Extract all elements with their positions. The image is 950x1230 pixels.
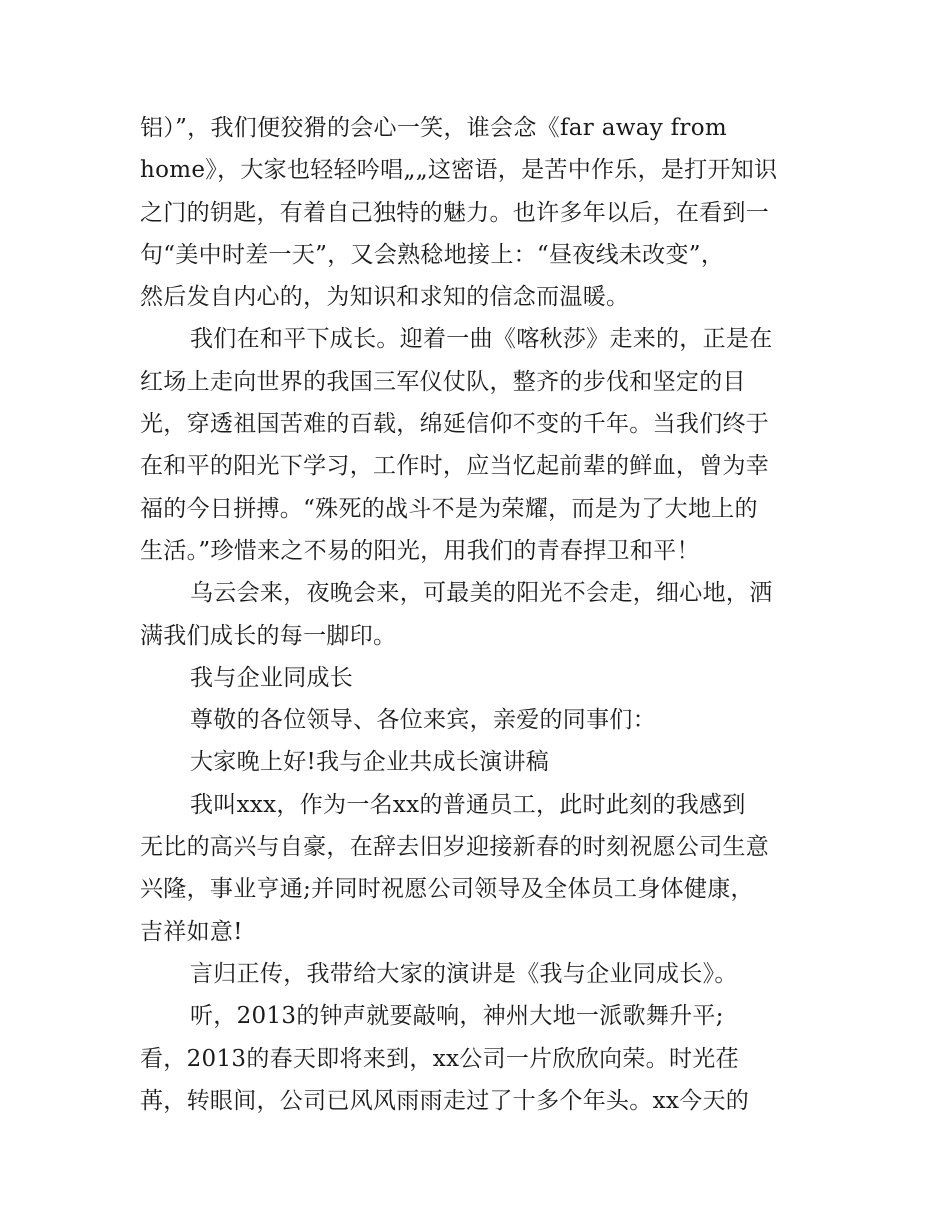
section-heading: 我与企业同成长: [190, 664, 354, 691]
text-line: home》，大家也轻轻吟唱„„这密语，是苦中作乐，是打开知识: [140, 157, 778, 184]
text-line: 吉祥如意!: [140, 918, 243, 945]
paragraph-start-line: 听，2013的钟声就要敲响，神州大地一派歌舞升平;: [190, 1003, 724, 1030]
text-line: 在和平的阳光下学习，工作时，应当忆起前辈的鲜血，曾为幸: [140, 453, 770, 480]
text-line: 红场上走向世界的我国三军仪仗队，整齐的步伐和坚定的目: [140, 368, 746, 395]
salutation-line: 尊敬的各位领导、各位来宾，亲爱的同事们：: [190, 707, 656, 734]
document-body: [140, 107, 820, 1122]
text-line: 苒，转眼间，公司已风风雨雨走过了十多个年头。xx今天的: [140, 1087, 750, 1114]
text-line: 福的今日拼搏。“殊死的战斗不是为荣耀，而是为了大地上的: [140, 495, 758, 522]
text-line: 光，穿透祖国苦难的百载，绵延信仰不变的千年。当我们终于: [140, 411, 770, 438]
paragraph-start-line: 言归正传，我带给大家的演讲是《我与企业同成长》。: [190, 960, 738, 987]
paragraph-start-line: 我叫xxx，作为一名xx的普通员工，此时此刻的我感到: [190, 791, 746, 818]
text-line: 生活。”珍惜来之不易的阳光，用我们的青春捍卫和平！: [140, 537, 700, 564]
text-line: 铝）”，我们便狡猾的会心一笑，谁会念《far away from: [140, 115, 727, 141]
text-line: 看，2013的春天即将来到，xx公司一片欣欣向荣。时光荏: [140, 1045, 739, 1072]
text-line: 然后发自内心的，为知识和求知的信念而温暖。: [140, 284, 630, 311]
paragraph-start-line: 我们在和平下成长。迎着一曲《喀秋莎》走来的，正是在: [190, 326, 773, 353]
paragraph-start-line: 乌云会来，夜晚会来，可最美的阳光不会走，细心地，洒: [190, 580, 773, 607]
text-line: 句“美中时差一天”，又会熟稔地接上：“昼夜线未改变”，: [140, 241, 725, 268]
text-line: 之门的钥匙，有着自己独特的魅力。也许多年以后，在看到一: [140, 199, 770, 226]
text-line: 兴隆，事业亨通;并同时祝愿公司领导及全体员工身体健康，: [140, 876, 754, 903]
text-line: 无比的高兴与自豪，在辞去旧岁迎接新春的时刻祝愿公司生意: [140, 834, 770, 861]
text-line: 满我们成长的每一脚印。: [140, 622, 397, 649]
greeting-line: 大家晚上好!我与企业共成长演讲稿: [190, 749, 550, 776]
